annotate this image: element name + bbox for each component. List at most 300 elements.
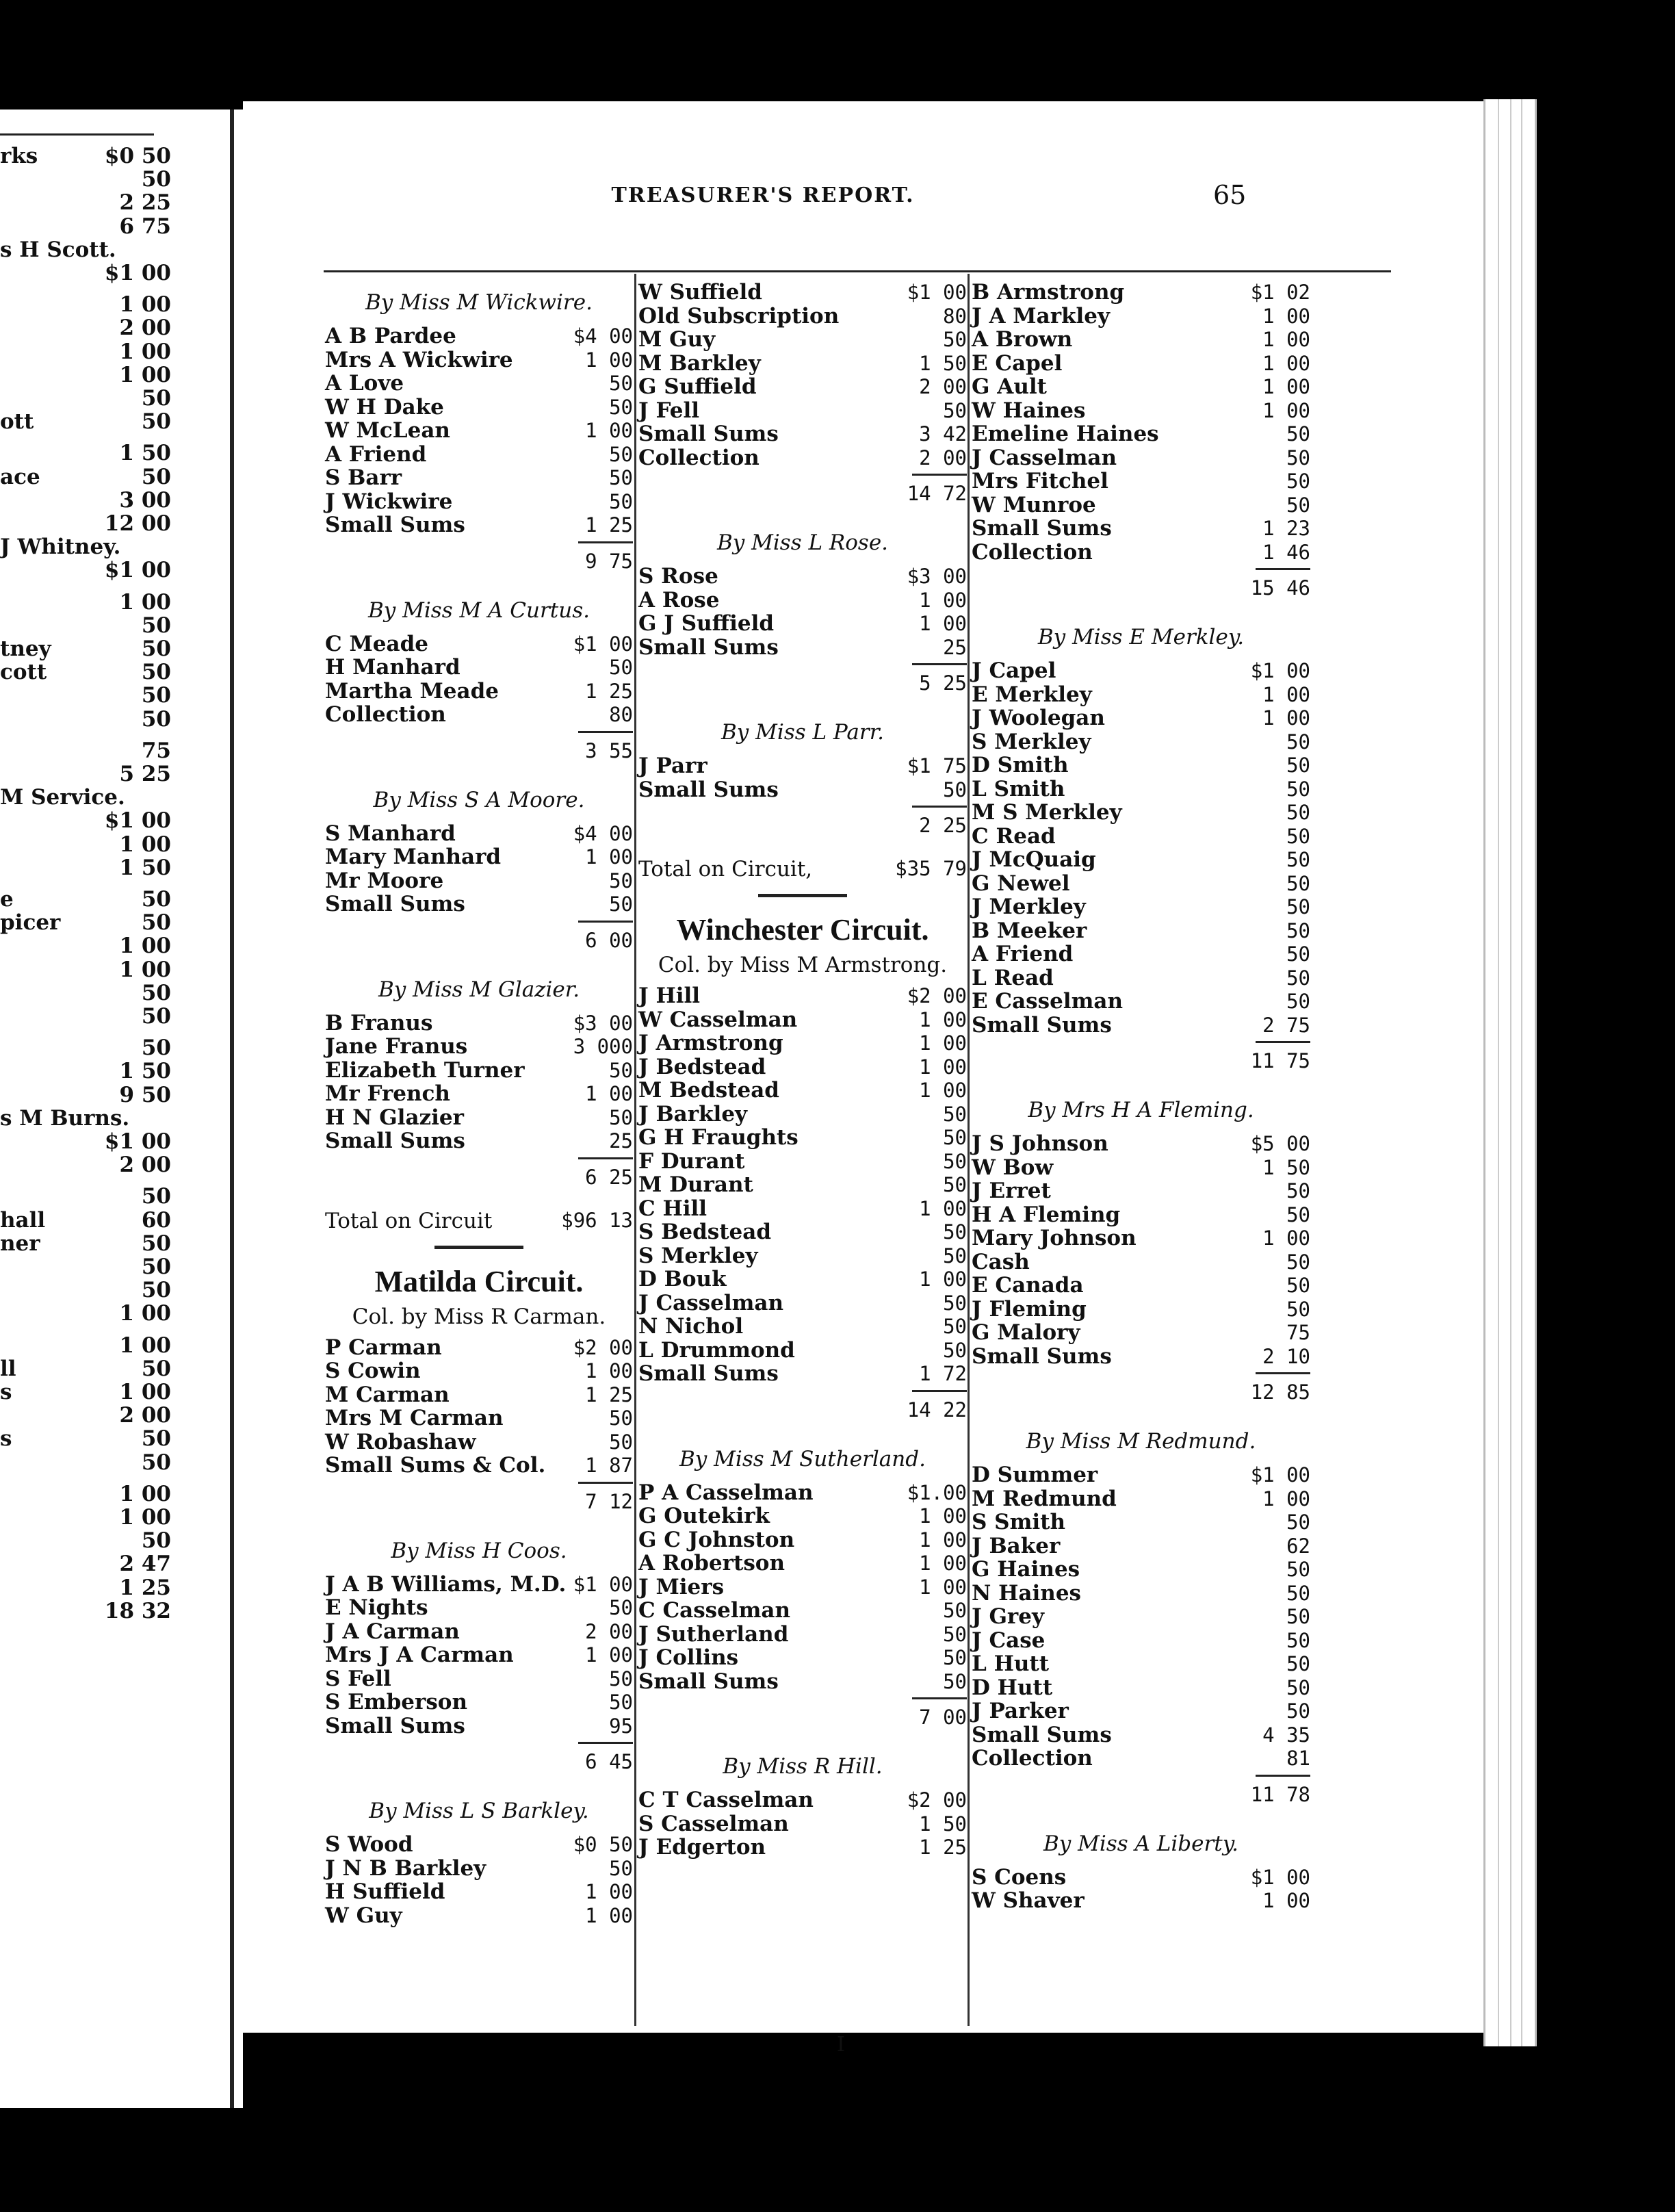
amount: 1 00 [1262, 1487, 1310, 1510]
subscription-section [638, 984, 967, 1426]
entry-row [325, 1359, 633, 1383]
entry-row [972, 895, 1310, 919]
amount: 50 [609, 442, 633, 466]
subscription-section [638, 515, 967, 699]
left-fragment-value: $1 00 [104, 261, 171, 285]
left-page-fragment [0, 110, 243, 2108]
amount: 50 [1286, 1250, 1310, 1274]
left-fragment-text: tney [0, 636, 51, 661]
amount: 1 00 [585, 1880, 633, 1903]
sum-rule [578, 541, 633, 543]
donor-name: Cash [972, 1249, 1030, 1274]
left-fragment-value: 1 00 [119, 292, 171, 318]
entry-row [325, 869, 633, 893]
amount: 50 [943, 1244, 967, 1268]
donor-name: H Suffield [325, 1879, 445, 1904]
entry-row [325, 1643, 633, 1667]
left-fragment-value: 50 [141, 1036, 171, 1061]
left-fragment-value: 1 00 [119, 1301, 171, 1326]
left-fragment-value: 9 50 [119, 1082, 171, 1107]
collector-heading: By Miss M Glazier. [378, 977, 580, 1002]
sum-rule [912, 1390, 967, 1392]
donor-name: A Robertson [638, 1551, 785, 1576]
sum-rule [1256, 1775, 1310, 1777]
amount: $2 00 [907, 1788, 967, 1812]
subscription-section [638, 1432, 967, 1734]
circuit-total-value: $35 79 [895, 857, 967, 880]
amount: 1 00 [919, 1079, 967, 1102]
entry-row [638, 1291, 967, 1315]
amount: 1 00 [1262, 398, 1310, 422]
donor-name: L Smith [972, 776, 1065, 801]
subscription-section [325, 773, 633, 957]
entry-row [638, 1339, 967, 1363]
left-fragment-value: 50 [141, 980, 171, 1005]
donor-name: Mrs M Carman [325, 1406, 504, 1430]
amount: 50 [1286, 1297, 1310, 1321]
entry-row [638, 1836, 967, 1860]
sum-rule [1256, 1041, 1310, 1043]
circuit-total-value: $96 13 [561, 1208, 633, 1232]
left-fragment-value: $1 00 [104, 558, 171, 583]
donor-name: L Read [972, 965, 1054, 990]
entry-row [972, 446, 1310, 470]
amount: 1 00 [1262, 328, 1310, 351]
donor-name: J Grey [972, 1604, 1045, 1629]
amount: 1 00 [1262, 706, 1310, 730]
amount: 81 [1286, 1747, 1310, 1770]
donor-name: C Casselman [638, 1598, 791, 1623]
circuit-total-label: Total on Circuit [325, 1208, 493, 1233]
amount: 50 [1286, 1605, 1310, 1628]
entry-row [972, 942, 1310, 966]
amount: 1 00 [1262, 375, 1310, 398]
section-total: 14 22 [907, 1398, 967, 1422]
amount: 50 [1286, 1699, 1310, 1723]
entry-row [972, 1723, 1310, 1747]
entry-row [972, 422, 1310, 446]
entry-row [638, 1362, 967, 1386]
amount: 50 [943, 328, 967, 351]
amount: 50 [609, 1406, 633, 1430]
donor-name: D Bouk [638, 1267, 727, 1291]
left-fragment-value: 1 50 [119, 1059, 171, 1084]
entry-row [325, 324, 633, 348]
amount: 50 [609, 1430, 633, 1454]
entry-row [638, 1008, 967, 1032]
entry-row [972, 754, 1310, 777]
donor-name: Mrs A Wickwire [325, 347, 513, 372]
entry-row [638, 1481, 967, 1505]
entry-row [325, 632, 633, 656]
entry-row [638, 1220, 967, 1244]
entry-row [325, 1690, 633, 1714]
left-fragment-value: 50 [141, 386, 171, 411]
entry-row [325, 1336, 633, 1360]
entry-row [638, 778, 967, 802]
amount: 50 [609, 395, 633, 419]
amount: $1.00 [907, 1480, 967, 1504]
donor-name: M Carman [325, 1382, 450, 1407]
left-fragment-value: 50 [141, 683, 171, 708]
entry-row [972, 541, 1310, 565]
amount: 1 00 [585, 1903, 633, 1927]
entry-row [638, 1244, 967, 1268]
left-fragment-text: cott [0, 660, 47, 685]
donor-name: J McQuaig [972, 847, 1096, 872]
entry-row [972, 683, 1310, 707]
amount: 1 00 [919, 1268, 967, 1291]
left-fragment-value: 1 50 [119, 441, 171, 466]
circuit-collector: Col. by Miss M Armstrong. [658, 953, 948, 977]
amount: 50 [1286, 777, 1310, 801]
donor-name: A Love [325, 371, 404, 396]
left-fragment-value: $1 00 [104, 808, 171, 834]
donor-name: B Franus [325, 1010, 433, 1036]
donor-name: G C Johnston [638, 1527, 795, 1552]
amount: 1 25 [585, 513, 633, 537]
amount: 50 [943, 1220, 967, 1244]
entry-row [972, 1179, 1310, 1203]
donor-name: G Newel [972, 871, 1070, 896]
entry-row [972, 848, 1310, 872]
collector-heading: By Miss A Liberty. [1043, 1831, 1238, 1856]
amount: $4 00 [573, 324, 633, 348]
circuit-collector: Col. by Miss R Carman. [352, 1304, 606, 1329]
donor-name: W Bow [972, 1155, 1054, 1180]
donor-name: Collection [972, 1746, 1093, 1771]
donor-name: L Hutt [972, 1651, 1050, 1676]
collector-heading: By Miss L S Barkley. [369, 1799, 589, 1823]
entry-row [638, 1173, 967, 1197]
amount: 1 25 [585, 679, 633, 703]
donor-name: J Miers [638, 1574, 725, 1599]
donor-name: C Read [972, 823, 1056, 849]
amount: 1 00 [1262, 304, 1310, 328]
amount: 50 [609, 1105, 633, 1129]
amount: 50 [943, 1173, 967, 1196]
donor-name: S Manhard [325, 821, 456, 846]
entry-row [638, 1268, 967, 1291]
donor-name: H Manhard [325, 655, 460, 680]
donor-name: S Barr [325, 465, 402, 490]
donor-name: W Robashaw [325, 1429, 476, 1454]
entry-row [638, 1055, 967, 1079]
entry-row [972, 1699, 1310, 1723]
left-fragment-value: 50 [141, 706, 171, 732]
collector-heading: By Miss S A Moore. [373, 787, 585, 812]
donor-name: D Hutt [972, 1675, 1053, 1700]
sum-rule [578, 921, 633, 923]
subscription-section [972, 1414, 1310, 1811]
amount: 62 [1286, 1534, 1310, 1558]
amount: 1 46 [1262, 540, 1310, 564]
amount: 50 [943, 1126, 967, 1149]
column-rule-2 [968, 274, 970, 2026]
amount: $0 50 [573, 1833, 633, 1856]
column-1 [325, 281, 633, 1933]
amount: 50 [943, 1149, 967, 1173]
donor-name: J S Johnson [972, 1131, 1108, 1156]
sum-rule [1256, 1372, 1310, 1374]
amount: 1 00 [585, 1359, 633, 1382]
donor-name: P Carman [325, 1335, 442, 1360]
header-rule [324, 270, 1391, 272]
entry-row [972, 966, 1310, 990]
amount: 50 [609, 372, 633, 395]
left-fragment-value: 50 [141, 1184, 171, 1209]
donor-name: Small Sums & Col. [325, 1453, 546, 1478]
subscription-section [972, 281, 1310, 604]
left-fragment-value: 1 00 [119, 589, 171, 615]
left-fragment-value: $1 00 [104, 1129, 171, 1154]
sum-rule [912, 474, 967, 476]
entry-row [325, 419, 633, 443]
entry-row [638, 1504, 967, 1528]
amount: 50 [1286, 754, 1310, 777]
entry-row [638, 636, 967, 660]
donor-name: E Nights [325, 1595, 428, 1620]
entry-row [972, 659, 1310, 683]
amount: 1 00 [919, 1007, 967, 1031]
donor-name: A Friend [325, 441, 427, 467]
amount: 95 [609, 1714, 633, 1738]
amount: 50 [1286, 895, 1310, 918]
left-fragment-text: s [0, 1426, 12, 1452]
amount: 1 00 [1262, 351, 1310, 375]
entry-row [638, 281, 967, 305]
donor-name: S Casselman [638, 1811, 789, 1836]
left-fragment-value: 50 [141, 1356, 171, 1381]
section-total: 2 25 [919, 814, 967, 837]
left-fragment-value: 50 [141, 887, 171, 912]
donor-name: W McLean [325, 418, 450, 443]
entry-row [972, 1652, 1310, 1676]
donor-name: W Shaver [972, 1888, 1085, 1913]
donor-name: M Barkley [638, 350, 761, 376]
amount: 50 [609, 1667, 633, 1690]
collector-heading: By Miss L Parr. [721, 720, 884, 745]
amount: 50 [1286, 848, 1310, 871]
donor-name: S Merkley [972, 729, 1091, 754]
section-total: 3 55 [585, 738, 633, 762]
entry-row [972, 305, 1310, 329]
collector-heading: By Miss L Rose. [716, 530, 889, 555]
donor-name: B Meeker [972, 918, 1087, 943]
entry-row [325, 1880, 633, 1904]
amount: 2 00 [919, 446, 967, 470]
subscription-section [325, 1523, 633, 1779]
donor-name: N Haines [972, 1580, 1081, 1606]
amount: 50 [1286, 871, 1310, 895]
page-header: TREASURER'S REPORT. [611, 183, 915, 207]
donor-name: C Meade [325, 631, 428, 656]
entry-row [972, 919, 1310, 943]
entry-row [325, 822, 633, 846]
entry-row [638, 1197, 967, 1221]
entry-row [972, 872, 1310, 896]
entry-row [638, 1576, 967, 1599]
amount: $3 00 [573, 1011, 633, 1035]
collector-heading: By Miss E Merkley. [1037, 625, 1245, 650]
donor-name: J A Carman [325, 1619, 460, 1644]
donor-name: W Casselman [638, 1007, 798, 1032]
donor-name: S Smith [972, 1510, 1066, 1534]
left-fragment-value: 50 [141, 1255, 171, 1279]
entry-row [638, 1812, 967, 1836]
entry-row [325, 1573, 633, 1597]
sum-rule [578, 1742, 633, 1744]
donor-name: J A Markley [972, 303, 1111, 329]
amount: 1 87 [585, 1454, 633, 1477]
left-fragment-value: 50 [141, 1450, 171, 1475]
entry-row [972, 1534, 1310, 1558]
entry-row [972, 1629, 1310, 1653]
amount: 50 [609, 869, 633, 892]
donor-name: S Wood [325, 1832, 413, 1857]
left-fragment-value: 50 [141, 464, 171, 489]
entry-row [325, 1129, 633, 1153]
section-total: 11 75 [1250, 1049, 1310, 1072]
donor-name: G J Suffield [638, 611, 775, 636]
left-fragment-value: 50 [141, 1004, 171, 1029]
amount: 1 00 [1262, 682, 1310, 706]
donor-name: L Drummond [638, 1337, 795, 1363]
entry-row [638, 375, 967, 399]
left-fragment-value: 18 32 [104, 1598, 171, 1623]
left-fragment-text: M Service. [0, 785, 125, 810]
amount: 50 [1286, 1581, 1310, 1605]
left-fragment-text: e [0, 887, 14, 912]
donor-name: Small Sums [638, 1361, 779, 1386]
sum-rule [578, 731, 633, 733]
amount: 1 00 [1262, 1226, 1310, 1250]
left-fragment-text: hall [0, 1207, 46, 1233]
amount: 50 [1286, 801, 1310, 824]
donor-name: Mary Johnson [972, 1226, 1137, 1250]
donor-name: G Ault [972, 374, 1047, 399]
circuit-divider [434, 1246, 523, 1249]
donor-name: Mrs Fitchel [972, 469, 1108, 493]
donor-name: Small Sums [972, 516, 1112, 541]
subscription-section [325, 281, 633, 578]
donor-name: Elizabeth Turner [325, 1057, 525, 1083]
amount: 50 [1286, 1179, 1310, 1203]
collector-heading: By Miss M Wickwire. [365, 290, 593, 315]
entry-row [972, 1014, 1310, 1038]
subscription-section [325, 1784, 633, 1927]
donor-name: W Guy [325, 1903, 402, 1928]
amount: 50 [609, 1856, 633, 1880]
column-3 [972, 281, 1310, 1918]
amount: 2 10 [1262, 1344, 1310, 1368]
left-fragment-text: rks [0, 144, 38, 168]
sum-rule [578, 1482, 633, 1484]
entry-row [638, 984, 967, 1008]
amount: 50 [1286, 446, 1310, 470]
amount: 80 [943, 304, 967, 328]
donor-name: D Smith [972, 753, 1069, 777]
entry-row [972, 1510, 1310, 1534]
amount: 1 00 [919, 1552, 967, 1575]
donor-name: Martha Meade [325, 678, 499, 704]
amount: 1 25 [585, 1382, 633, 1406]
left-fragment-value: 50 [141, 167, 171, 192]
left-fragment-value: 1 00 [119, 957, 171, 982]
sum-rule [912, 663, 967, 665]
subscription-section [325, 1336, 633, 1518]
amount: 1 00 [919, 1196, 967, 1220]
amount: $1 02 [1250, 281, 1310, 304]
entry-row [972, 1156, 1310, 1180]
signature-mark: I [837, 2033, 845, 2057]
amount: 1 00 [585, 419, 633, 442]
entry-row [325, 1059, 633, 1083]
subscription-section [972, 610, 1310, 1077]
amount: 4 35 [1262, 1723, 1310, 1747]
entry-row [325, 513, 633, 537]
amount: 1 50 [919, 1812, 967, 1836]
amount: 1 00 [585, 845, 633, 869]
subscription-section [972, 1816, 1310, 1913]
amount: 1 00 [585, 348, 633, 372]
entry-row [638, 328, 967, 352]
section-total: 9 75 [585, 549, 633, 573]
donor-name: J Collins [638, 1645, 739, 1670]
donor-name: J Hill [638, 983, 701, 1008]
entry-row [325, 680, 633, 704]
amount: 3 000 [573, 1035, 633, 1058]
amount: 50 [1286, 942, 1310, 966]
entry-row [972, 1866, 1310, 1890]
donor-name: M Redmund [972, 1486, 1117, 1511]
donor-name: B Armstrong [972, 280, 1125, 305]
circuit-total [638, 847, 967, 886]
amount: 1 00 [919, 1031, 967, 1055]
entry-row [638, 1788, 967, 1812]
amount: 50 [943, 398, 967, 422]
left-fragment-value: 6 75 [119, 214, 171, 239]
amount: $1 00 [1250, 1463, 1310, 1487]
entry-row [972, 825, 1310, 849]
left-fragment-text: J Whitney. [0, 535, 121, 560]
entry-row [972, 375, 1310, 399]
donor-name: Collection [972, 539, 1093, 565]
amount: 2 00 [919, 375, 967, 398]
amount: 1 00 [585, 1082, 633, 1105]
entry-row [325, 1620, 633, 1644]
donor-name: A Brown [972, 327, 1073, 352]
subscription-section [638, 705, 967, 842]
donor-name: E Casselman [972, 989, 1124, 1014]
entry-row [325, 443, 633, 467]
entry-row [972, 1250, 1310, 1274]
page-edge [1483, 99, 1537, 2046]
entry-row [972, 1463, 1310, 1487]
left-fragment-text: ott [0, 409, 34, 435]
amount: $1 00 [907, 281, 967, 304]
amount: 1 25 [919, 1836, 967, 1859]
amount: 1 23 [1262, 517, 1310, 540]
entry-row [325, 396, 633, 420]
left-fragment-value: 50 [141, 636, 171, 661]
donor-name: C Hill [638, 1196, 707, 1221]
entry-row [972, 801, 1310, 825]
circuit-title: Winchester Circuit. [676, 913, 929, 947]
entry-row [638, 589, 967, 613]
amount: 1 00 [919, 588, 967, 612]
entry-row [325, 1406, 633, 1430]
